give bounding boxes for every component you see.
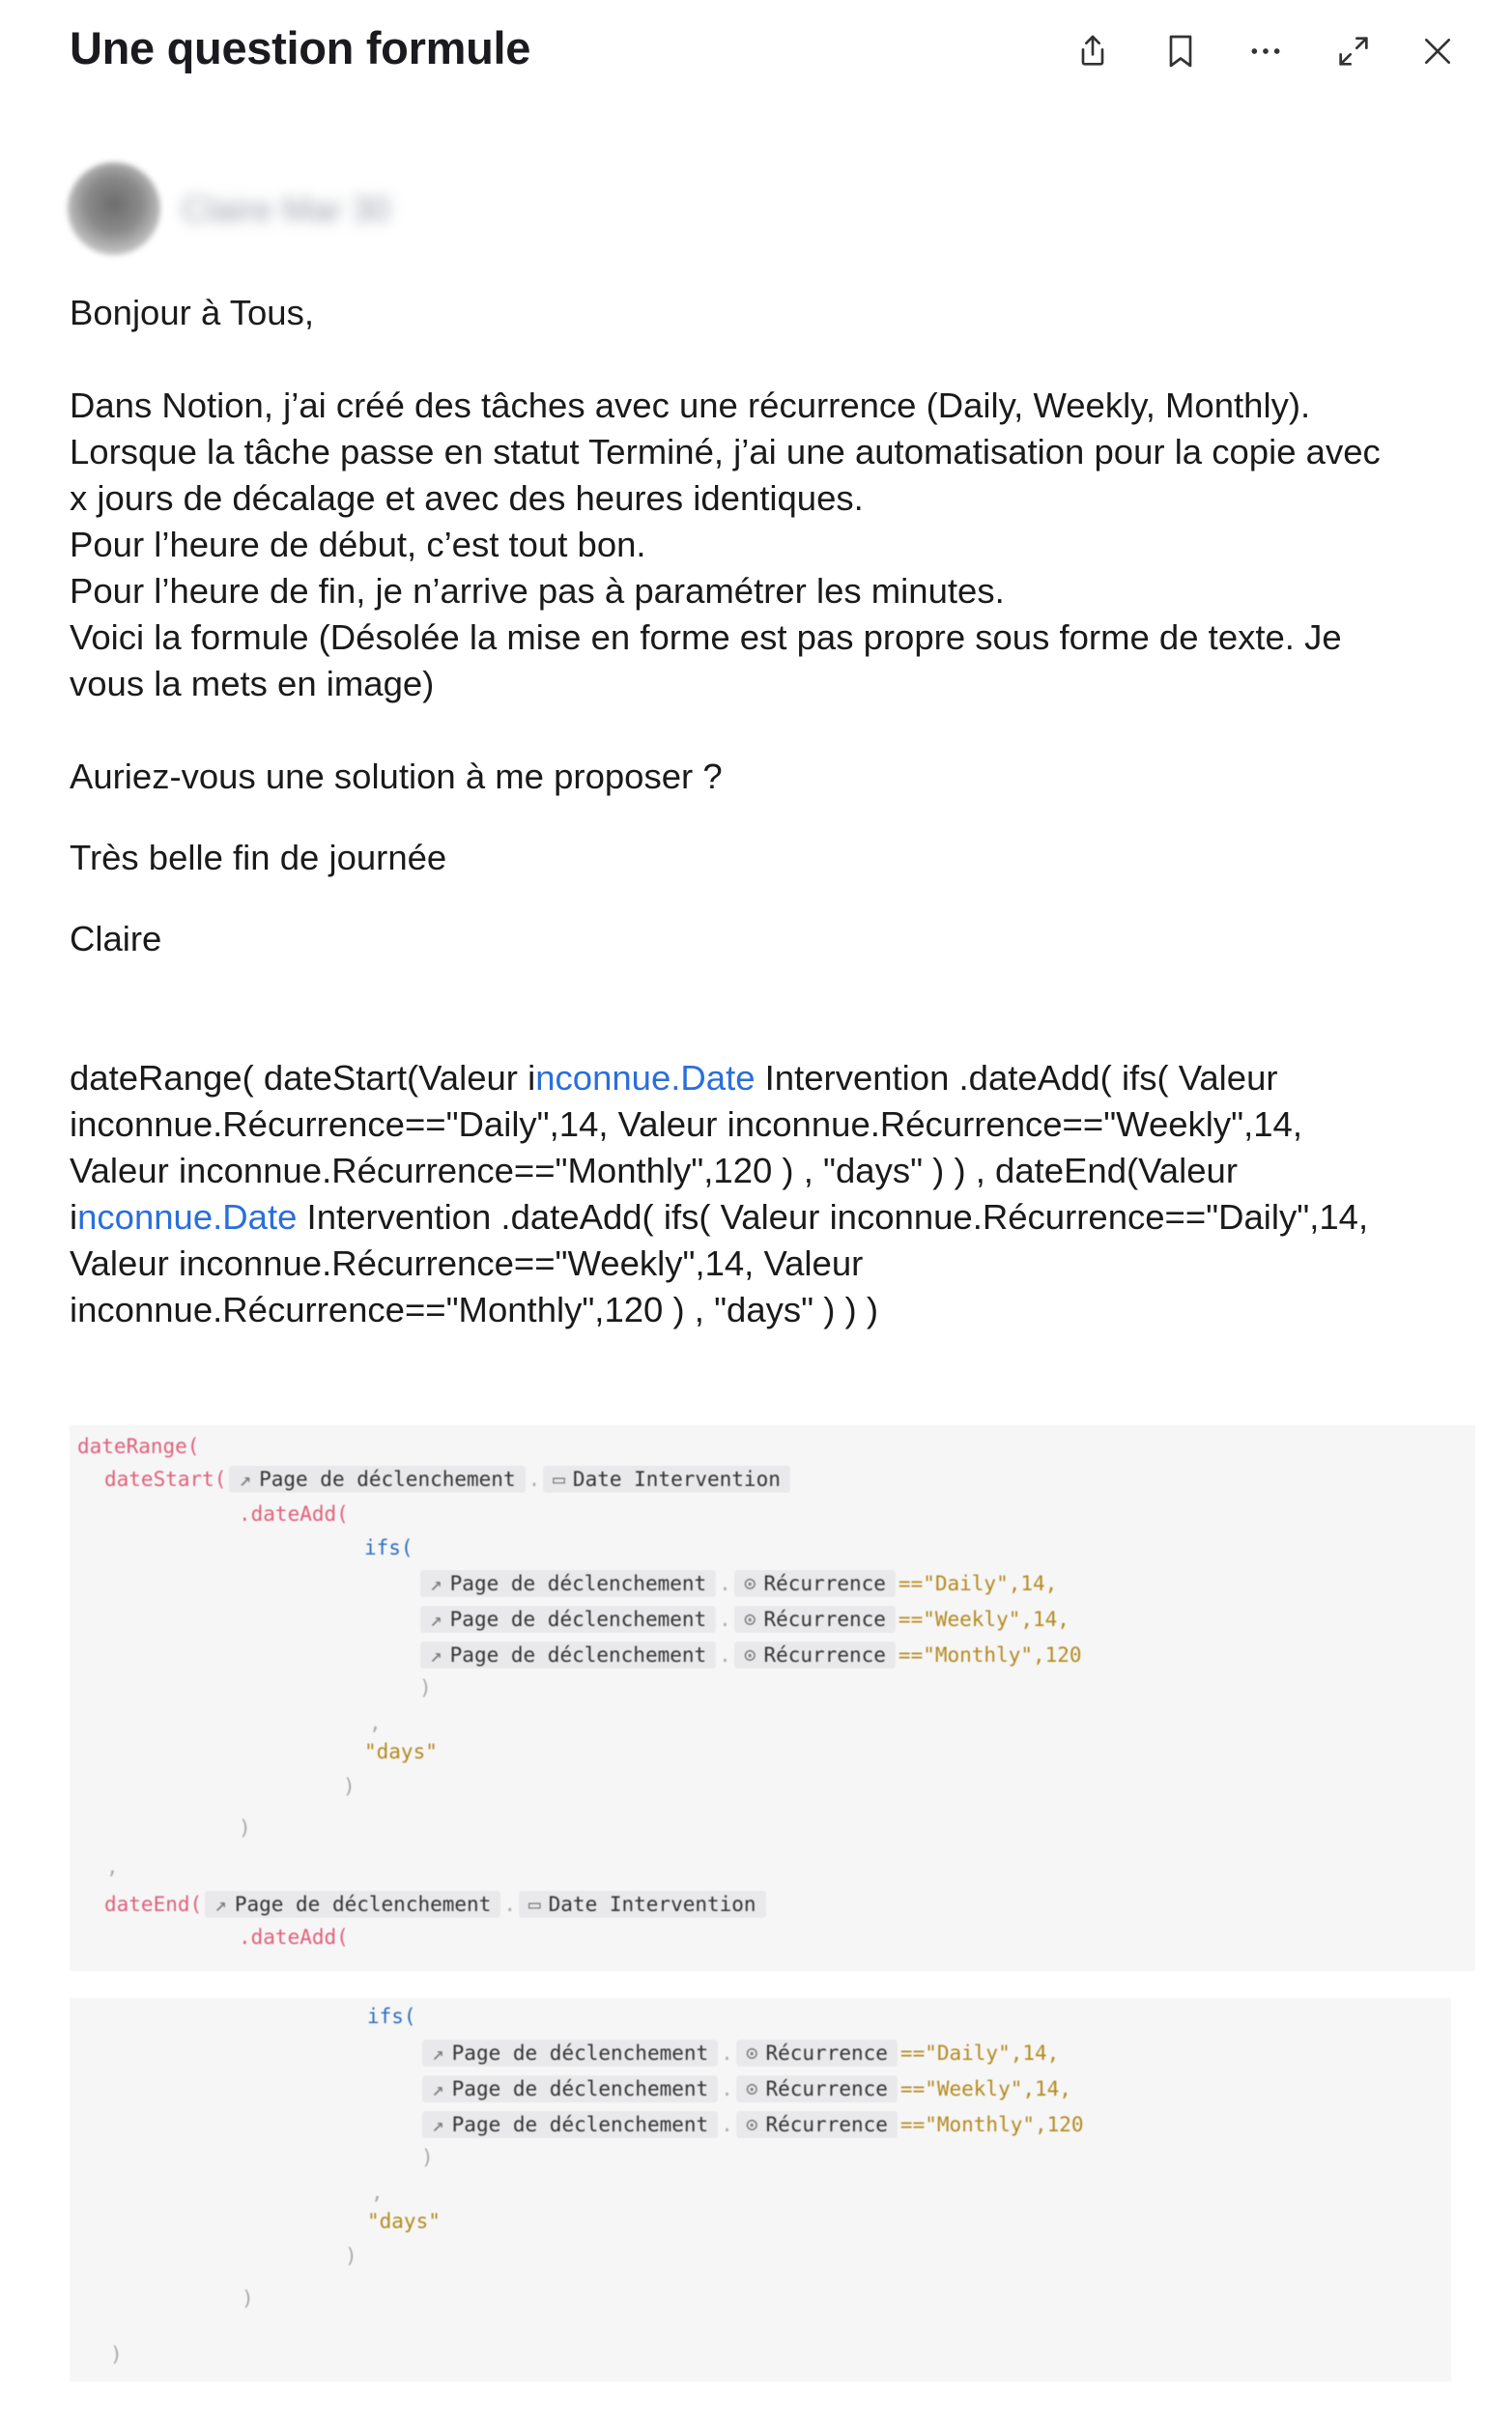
formula-text-span: Intervention .dateAdd( ifs( Valeur (755, 1058, 1278, 1098)
formula-line (70, 1055, 1461, 1101)
post-body (70, 290, 1461, 1333)
code-token: dateStart( (104, 1468, 227, 1491)
formula-line: inconnue.Récurrence=="Daily",14, Valeur inconnue.Récurrence=="Weekly",14, (70, 1104, 1302, 1144)
code-token: =="Daily",14, (898, 1572, 1058, 1595)
select-icon: ⊙ (745, 2113, 758, 2136)
page-chip (422, 2111, 718, 2138)
code-line: ↗ Page de déclenchement . ⊙ Récurrence =="Weekly",14, (419, 2075, 1071, 2102)
post-question: Auriez-vous une solution à me proposer ? (70, 757, 723, 796)
code-token: ifs( (367, 2005, 416, 2028)
image-edge (1451, 1998, 1475, 2382)
code-token: dateEnd( (104, 1893, 203, 1916)
code-token: ) (345, 2244, 357, 2268)
chip-label: Page de déclenchement (449, 1643, 707, 1667)
arrow-icon: ↗ (432, 2113, 444, 2136)
arrow-icon: ↗ (430, 1608, 442, 1631)
arrow-icon: ↗ (432, 2042, 444, 2065)
code-token: .dateAdd( (239, 1502, 349, 1526)
chip-label: Récurrence (763, 1643, 886, 1667)
recurrence-chip (736, 2040, 898, 2067)
chip-label: Date Intervention (572, 1468, 781, 1491)
image-separator (70, 1971, 1475, 1998)
code-token: ) (239, 1816, 251, 1840)
more-icon[interactable] (1243, 29, 1288, 73)
chip-label: Page de déclenchement (451, 2042, 709, 2065)
formula-text-span: Intervention .dateAdd( ifs( Valeur inconnue.Récurrence=="Daily",14, (297, 1197, 1369, 1237)
page-chip (420, 1570, 716, 1597)
formula-line: inconnue.Récurrence=="Monthly",120 ) , "days" ) ) ) (70, 1290, 878, 1329)
select-icon: ⊙ (745, 2077, 758, 2100)
code-token: dateRange( (77, 1435, 200, 1458)
page-title: Une question formule (70, 22, 531, 73)
page-chip (229, 1466, 525, 1493)
date-chip (543, 1466, 790, 1493)
share-icon[interactable] (1070, 29, 1115, 73)
code-token: ) (421, 2146, 434, 2169)
select-icon: ⊙ (743, 1643, 756, 1667)
expand-icon[interactable] (1331, 29, 1376, 73)
formula-line: Valeur inconnue.Récurrence=="Weekly",14, Valeur (70, 1243, 864, 1283)
code-line: dateStart( ↗ Page de déclenchement . ▭ Date Intervention (104, 1466, 793, 1493)
chip-label: Page de déclenchement (451, 2113, 709, 2136)
chip-label: Récurrence (763, 1572, 886, 1595)
chip-label: Page de déclenchement (259, 1468, 516, 1491)
post-greeting: Bonjour à Tous, (70, 293, 314, 332)
formula-link[interactable]: nconnue.Date (77, 1197, 298, 1237)
chip-label: Date Intervention (548, 1893, 756, 1916)
page-chip (420, 1606, 716, 1633)
formula-text (70, 1055, 1461, 1333)
formula-line: Valeur inconnue.Récurrence=="Monthly",120 ) , "days" ) ) , dateEnd(Valeur (70, 1151, 1238, 1190)
code-token: , (371, 2181, 384, 2204)
modal-header (0, 0, 1512, 106)
post-signature: Claire (70, 919, 162, 958)
recurrence-chip (736, 2111, 898, 2138)
chip-label: Page de déclenchement (451, 2077, 709, 2100)
code-line: ↗ Page de déclenchement . ⊙ Récurrence =="Monthly",120 (417, 1642, 1082, 1669)
code-token: ) (419, 1676, 432, 1700)
code-token: , (369, 1711, 382, 1734)
arrow-icon: ↗ (430, 1643, 442, 1667)
code-line: ↗ Page de déclenchement . ⊙ Récurrence =="Daily",14, (419, 2040, 1059, 2067)
code-line: ↗ Page de déclenchement . ⊙ Récurrence =="Monthly",120 (419, 2111, 1084, 2138)
close-icon[interactable] (1415, 29, 1460, 73)
avatar[interactable] (68, 162, 160, 255)
formula-text-span: i (70, 1197, 78, 1237)
code-token: ) (110, 2343, 123, 2366)
recurrence-chip (736, 2075, 898, 2102)
arrow-icon: ↗ (432, 2077, 444, 2100)
code-line: ↗ Page de déclenchement . ⊙ Récurrence =="Daily",14, (417, 1570, 1057, 1597)
recurrence-chip (734, 1606, 896, 1633)
chip-label: Page de déclenchement (449, 1608, 707, 1631)
code-token: ) (242, 2287, 254, 2310)
page-chip (422, 2075, 718, 2102)
code-token: "days" (364, 1740, 438, 1763)
select-icon: ⊙ (743, 1608, 756, 1631)
calendar-icon: ▭ (553, 1468, 565, 1491)
chip-label: Récurrence (765, 2113, 888, 2136)
code-token: =="Daily",14, (899, 2042, 1060, 2065)
formula-screenshot[interactable] (70, 1425, 1475, 2382)
recurrence-chip (734, 1642, 896, 1669)
page-chip (420, 1642, 716, 1669)
arrow-icon: ↗ (239, 1468, 252, 1491)
formula-text-span: dateRange( dateStart(Valeur i (70, 1058, 536, 1098)
code-line: ↗ Page de déclenchement . ⊙ Récurrence =="Weekly",14, (417, 1606, 1070, 1633)
chip-label: Récurrence (765, 2077, 888, 2100)
recurrence-chip (734, 1570, 896, 1597)
code-token: =="Weekly",14, (899, 2077, 1071, 2100)
select-icon: ⊙ (743, 1572, 756, 1595)
code-token: =="Monthly",120 (898, 1643, 1082, 1667)
post-paragraph: Dans Notion, j’ai créé des tâches avec une récurrence (Daily, Weekly, Monthly). Lorsque la tâche passe en statut Terminé, j’ai une automatisation pour la copie avec x jours de décalage et avec des heures identiques. Pour l’heure de début, c’est tout bon. Pour l’heure de fin, je n’arrive pas à paramétrer les minutes. Voici la formule (Désolée la mise en forme est pas propre sous forme de texte. Je vous la mets en image) (70, 386, 1381, 703)
code-token: =="Weekly",14, (898, 1608, 1070, 1631)
code-line: dateEnd( ↗ Page de déclenchement . ▭ Date Intervention (104, 1891, 769, 1918)
code-token: .dateAdd( (239, 1926, 349, 1949)
select-icon: ⊙ (745, 2042, 758, 2065)
calendar-icon: ▭ (528, 1893, 541, 1916)
code-token: ) (343, 1775, 356, 1798)
page-chip (422, 2040, 718, 2067)
arrow-icon: ↗ (214, 1893, 227, 1916)
chip-label: Récurrence (763, 1608, 886, 1631)
date-chip (519, 1891, 766, 1918)
chip-label: Page de déclenchement (234, 1893, 492, 1916)
author-name[interactable]: Claire Mar 30 (182, 189, 391, 229)
code-token: ifs( (364, 1536, 414, 1559)
page-chip (205, 1891, 500, 1918)
code-token: , (106, 1855, 119, 1878)
bookmark-icon[interactable] (1158, 29, 1203, 73)
code-token: "days" (367, 2210, 441, 2233)
post-closing: Très belle fin de journée (70, 838, 447, 877)
formula-line (70, 1194, 1461, 1241)
chip-label: Page de déclenchement (449, 1572, 707, 1595)
chip-label: Récurrence (765, 2042, 888, 2065)
code-token: =="Monthly",120 (899, 2113, 1084, 2136)
arrow-icon: ↗ (430, 1572, 442, 1595)
formula-link[interactable]: nconnue.Date (535, 1058, 756, 1098)
